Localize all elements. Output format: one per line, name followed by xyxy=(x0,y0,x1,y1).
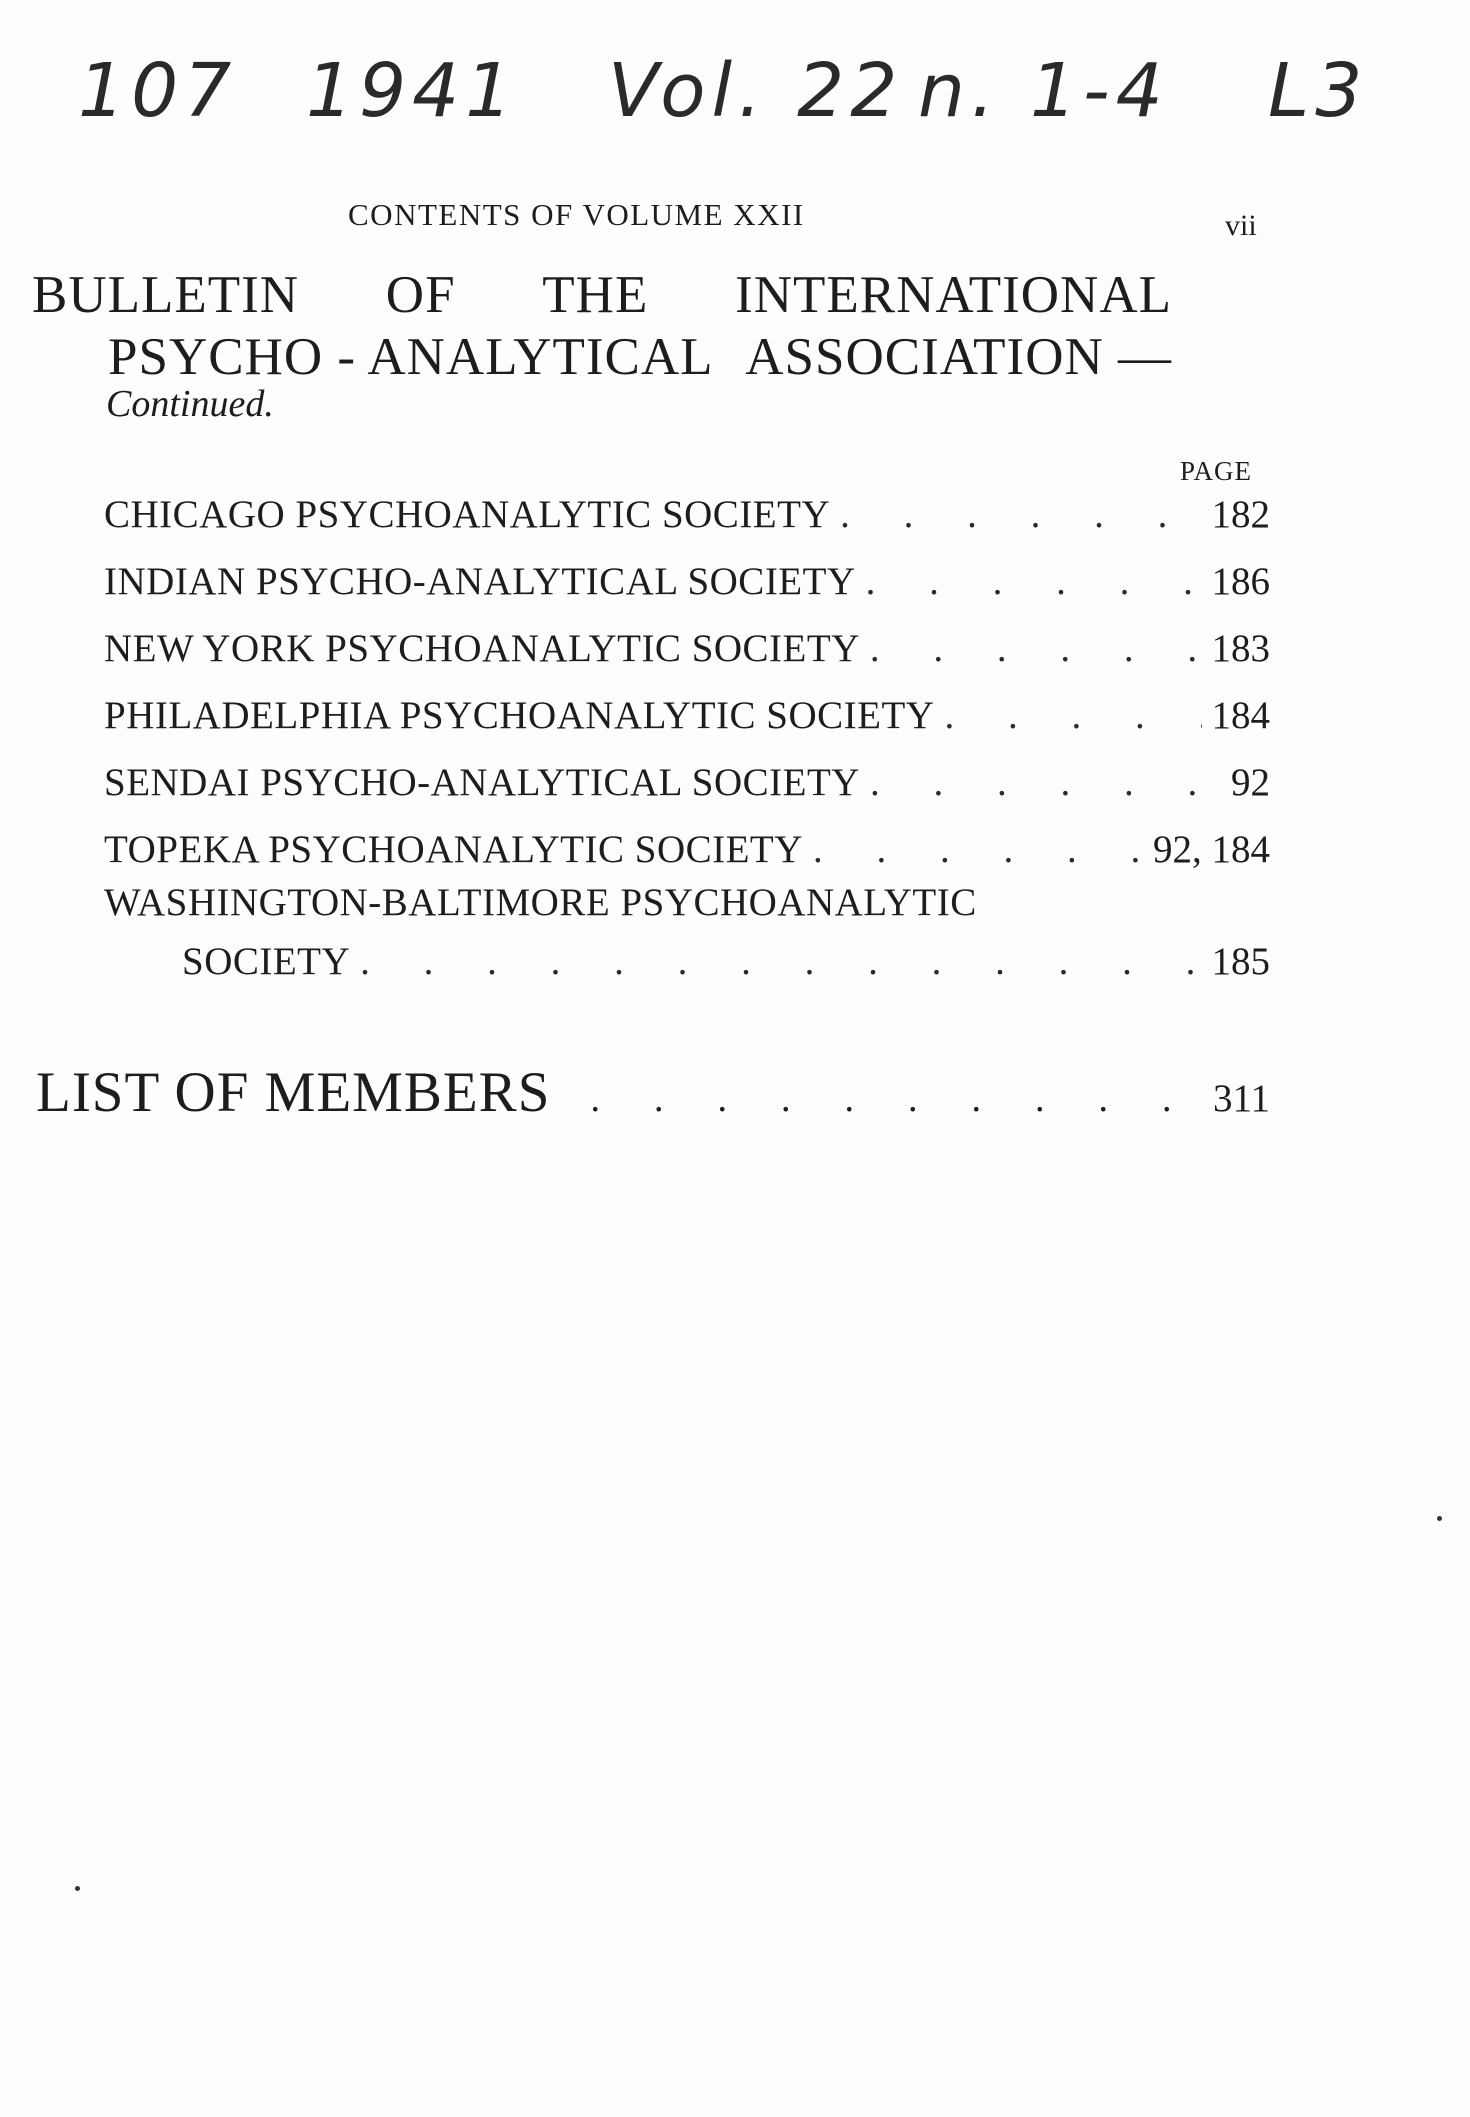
dot-leader xyxy=(870,760,1220,805)
toc-entry-page: 92 xyxy=(1231,761,1270,804)
toc-entry-page: 92, 184 xyxy=(1153,828,1270,871)
dot-leader xyxy=(813,827,1143,872)
section-title-word: THE xyxy=(542,266,649,324)
toc-entry-label-continued: SOCIETY xyxy=(182,940,351,983)
section-title-line-1 xyxy=(32,264,1172,326)
section-title-word: OF xyxy=(385,266,456,324)
section-title xyxy=(32,264,1172,388)
dot-leader xyxy=(590,1076,1199,1121)
scan-speck xyxy=(1437,1516,1442,1521)
toc-entry-label: TOPEKA PSYCHOANALYTIC SOCIETY xyxy=(104,828,803,871)
members-page: 311 xyxy=(1212,1077,1270,1120)
toc-entry-page: 182 xyxy=(1211,493,1270,536)
toc-entry-page: 185 xyxy=(1211,940,1270,983)
dot-leader xyxy=(870,626,1202,671)
scan-speck xyxy=(75,1886,80,1891)
toc-entry-chicago xyxy=(104,470,1270,537)
handwritten-note xyxy=(78,48,1398,168)
toc-entry-page: 183 xyxy=(1211,627,1270,670)
page-column-label: PAGE xyxy=(1180,456,1253,486)
toc-entry-label: NEW YORK PSYCHOANALYTIC SOCIETY xyxy=(104,627,860,670)
page-folio: vii xyxy=(1225,209,1257,242)
section-title-word: INTERNATIONAL xyxy=(735,266,1172,324)
handwritten-note-volume: Vol. 22 xyxy=(608,48,904,134)
handwritten-note-year: 1941 xyxy=(306,48,519,134)
toc-entry-page: 184 xyxy=(1211,694,1270,737)
toc-entry-label: PHILADELPHIA PSYCHOANALYTIC SOCIETY xyxy=(104,694,935,737)
toc-entry-philadelphia xyxy=(104,671,1270,738)
toc-entry-members xyxy=(36,1060,1270,1125)
toc-list xyxy=(104,470,1270,984)
toc-entry-label: CHICAGO PSYCHOANALYTIC SOCIETY xyxy=(104,493,831,536)
toc-entry-sendai xyxy=(104,738,1270,805)
dot-leader xyxy=(866,559,1202,604)
handwritten-note-issues: n. 1-4 xyxy=(918,48,1169,134)
toc-entry-label: INDIAN PSYCHO-ANALYTICAL SOCIETY xyxy=(104,560,856,603)
section-title-word: ASSOCIATION — xyxy=(745,328,1172,386)
handwritten-note-shelf: L3 xyxy=(1268,48,1369,134)
handwritten-note-number: 107 xyxy=(78,48,238,134)
toc-entry-new-york xyxy=(104,604,1270,671)
toc-entry-washington-baltimore xyxy=(104,872,1270,984)
section-continued: Continued. xyxy=(106,383,274,425)
dot-leader xyxy=(360,939,1201,984)
toc-entry-label: SENDAI PSYCHO-ANALYTICAL SOCIETY xyxy=(104,761,860,804)
toc-entry-label: WASHINGTON-BALTIMORE PSYCHOANALYTIC xyxy=(104,881,977,924)
section-title-word: PSYCHO - ANALYTICAL xyxy=(108,328,714,386)
dot-leader xyxy=(840,492,1201,537)
section-title-line-2 xyxy=(108,326,1172,388)
dot-leader xyxy=(944,693,1201,738)
toc-entry-page: 186 xyxy=(1211,560,1270,603)
section-title-word: BULLETIN xyxy=(32,266,300,324)
members-label: LIST OF MEMBERS xyxy=(36,1061,551,1124)
toc-entry-topeka xyxy=(104,805,1270,872)
running-head: CONTENTS OF VOLUME XXII xyxy=(348,197,805,232)
toc-entry-indian xyxy=(104,537,1270,604)
